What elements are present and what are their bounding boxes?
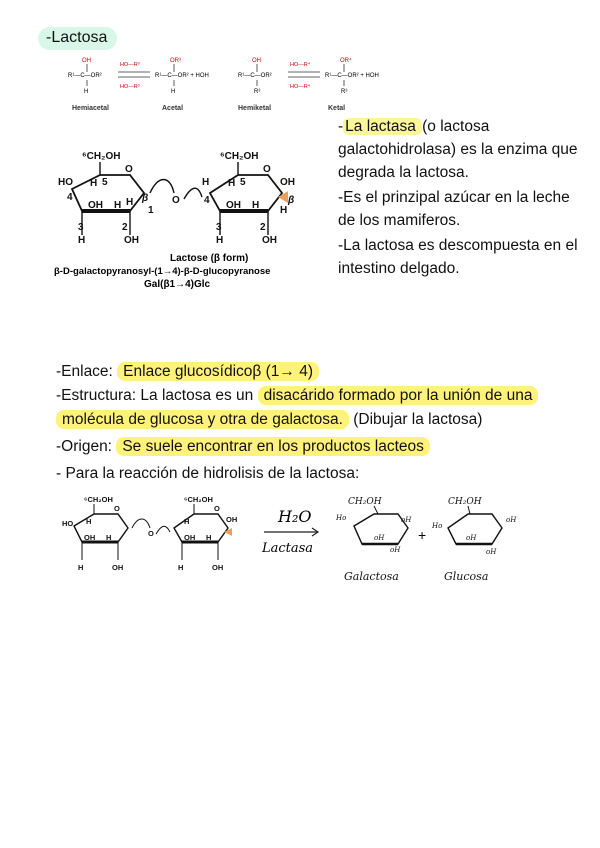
svg-text:H: H bbox=[280, 205, 288, 216]
label-ketal: Ketal bbox=[328, 105, 346, 112]
glucose-product bbox=[431, 497, 517, 583]
svg-text:4: 4 bbox=[67, 192, 73, 203]
svg-text:5: 5 bbox=[240, 177, 246, 188]
svg-text:2: 2 bbox=[122, 222, 128, 233]
hydrolysis-reaction bbox=[56, 490, 576, 590]
svg-text:HO—R⁴: HO—R⁴ bbox=[290, 62, 311, 68]
origen-line: -Origen: Se suele encontrar en los productos lacteos bbox=[56, 436, 430, 458]
enlace-line: -Enlace: Enlace glucosídicoβ (1→ 4) bbox=[56, 361, 319, 383]
svg-text:H: H bbox=[114, 200, 122, 211]
svg-text:⁶CH₂OH: ⁶CH₂OH bbox=[220, 151, 259, 162]
svg-text:oH: oH bbox=[466, 534, 477, 542]
svg-text:HO: HO bbox=[62, 519, 74, 528]
svg-text:OH: OH bbox=[252, 58, 261, 64]
caption-lactose-form: Lactose (β form) bbox=[170, 253, 249, 264]
svg-text:2: 2 bbox=[260, 222, 266, 233]
svg-text:H: H bbox=[171, 89, 176, 95]
svg-text:CH₂OH: CH₂OH bbox=[348, 497, 382, 507]
svg-text:oH: oH bbox=[486, 548, 497, 556]
svg-text:oH: oH bbox=[390, 546, 401, 554]
svg-text:H: H bbox=[86, 517, 92, 526]
svg-text:⁶CH₂OH: ⁶CH₂OH bbox=[82, 151, 121, 162]
highlight-lactasa: La lactasa bbox=[345, 118, 421, 135]
hidrolisis-line: - Para la reacción de hidrolisis de la lactosa: bbox=[56, 465, 360, 482]
svg-text:H: H bbox=[106, 533, 112, 542]
svg-text:O: O bbox=[125, 164, 133, 175]
highlight-origen: Se suele encontrar en los productos lacteos bbox=[116, 437, 430, 456]
lactose-structure bbox=[52, 145, 322, 293]
svg-text:OH: OH bbox=[84, 533, 96, 542]
svg-text:H: H bbox=[90, 178, 98, 189]
svg-text:1: 1 bbox=[148, 205, 154, 216]
svg-text:CH₂OH: CH₂OH bbox=[448, 497, 482, 507]
caption-iupac: β-D-galactopyranosyl-(1→4)-β-D-glucopyranose bbox=[54, 266, 271, 277]
svg-text:OH: OH bbox=[226, 200, 241, 211]
ketal-arrows bbox=[288, 61, 320, 90]
svg-text:OH: OH bbox=[212, 563, 224, 572]
ketal-structure bbox=[325, 57, 379, 95]
svg-text:HO—R³: HO—R³ bbox=[120, 62, 140, 68]
svg-text:OH: OH bbox=[262, 235, 277, 246]
product-label-galactosa: Galactosa bbox=[344, 570, 399, 583]
galactose-product bbox=[335, 497, 412, 583]
svg-text:H: H bbox=[184, 517, 190, 526]
label-hemiketal: Hemiketal bbox=[238, 105, 272, 112]
arrow-label-water: H₂O bbox=[278, 507, 312, 526]
svg-text:OR³: OR³ bbox=[170, 58, 181, 64]
product-label-glucosa: Glucosa bbox=[444, 570, 489, 583]
svg-text:H: H bbox=[78, 235, 86, 246]
svg-text:⁶CH₂OH: ⁶CH₂OH bbox=[184, 495, 213, 504]
note-intestino: -La lactosa es descompuesta en el intestino delgado. bbox=[338, 237, 578, 277]
svg-text:H: H bbox=[252, 200, 260, 211]
note-azucar: -Es el prinzipal azúcar en la leche de los mamiferos. bbox=[338, 189, 570, 229]
svg-text:R³: R³ bbox=[341, 89, 348, 95]
caption-abbrev: Gal(β1→4)Glc bbox=[144, 279, 211, 290]
svg-text:⁶CH₂OH: ⁶CH₂OH bbox=[84, 495, 113, 504]
lactose-small bbox=[62, 495, 237, 572]
svg-text:H: H bbox=[126, 197, 134, 208]
hemiacetal-structure bbox=[68, 58, 102, 95]
note-lactasa: - La lactasa (o lactosa galactohidrolasa) es la enzima que degrada la lactosa. bbox=[338, 118, 578, 181]
arrow-label-enzyme: Lactasa bbox=[262, 541, 314, 556]
svg-text:O: O bbox=[172, 195, 180, 206]
svg-text:β: β bbox=[288, 195, 295, 206]
svg-text:OH: OH bbox=[112, 563, 124, 572]
svg-text:OH: OH bbox=[184, 533, 196, 542]
estructura-line-1: -Estructura: La lactosa es un disacárido formado por la unión de una bbox=[56, 385, 538, 407]
svg-text:R¹—C—OR² + HOH: R¹—C—OR² + HOH bbox=[155, 73, 209, 79]
highlight-enlace: Enlace glucosídicoβ (1→ 4) bbox=[117, 362, 319, 381]
svg-text:R³: R³ bbox=[254, 89, 261, 95]
label-hemiacetal: Hemiacetal bbox=[72, 105, 109, 112]
svg-text:R¹—C—OR²: R¹—C—OR² bbox=[68, 73, 102, 79]
plus-sign: + bbox=[418, 527, 427, 543]
svg-text:HO—R⁴: HO—R⁴ bbox=[290, 84, 311, 90]
label-acetal: Acetal bbox=[162, 105, 184, 112]
svg-text:R¹—C—OR² + HOH: R¹—C—OR² + HOH bbox=[325, 73, 379, 79]
svg-text:H: H bbox=[84, 89, 89, 95]
svg-text:oH: oH bbox=[506, 516, 517, 524]
svg-text:Ho: Ho bbox=[336, 514, 347, 522]
svg-text:Ho: Ho bbox=[432, 522, 443, 530]
notes-column bbox=[338, 115, 578, 282]
svg-text:O: O bbox=[114, 504, 120, 513]
svg-text:4: 4 bbox=[204, 195, 210, 206]
svg-text:H: H bbox=[202, 177, 210, 188]
svg-text:oH: oH bbox=[374, 534, 385, 542]
svg-text:OH: OH bbox=[226, 515, 238, 524]
acetal-structure bbox=[155, 58, 209, 95]
svg-text:H: H bbox=[178, 563, 184, 572]
svg-text:5: 5 bbox=[102, 177, 108, 188]
acetal-arrows bbox=[118, 62, 150, 90]
svg-text:H: H bbox=[228, 178, 236, 189]
svg-text:H: H bbox=[78, 563, 84, 572]
hemiketal-structure bbox=[238, 58, 272, 95]
page-title: -Lactosa bbox=[38, 27, 117, 50]
svg-text:HO—R³: HO—R³ bbox=[120, 84, 140, 90]
svg-text:OR⁴: OR⁴ bbox=[340, 58, 352, 64]
svg-text:3: 3 bbox=[78, 222, 84, 233]
estructura-line-2: molécula de glucosa y otra de galactosa. (Dibujar la lactosa) bbox=[56, 409, 482, 431]
acetal-ketal-scheme bbox=[62, 52, 392, 116]
svg-text:HO: HO bbox=[58, 177, 73, 188]
svg-text:H: H bbox=[206, 533, 212, 542]
svg-text:3: 3 bbox=[216, 222, 222, 233]
svg-text:OH: OH bbox=[88, 200, 103, 211]
svg-text:oH: oH bbox=[401, 516, 412, 524]
svg-text:R¹—C—OR²: R¹—C—OR² bbox=[238, 73, 272, 79]
svg-text:O: O bbox=[214, 504, 220, 513]
svg-text:OH: OH bbox=[82, 58, 91, 64]
svg-text:OH: OH bbox=[280, 177, 295, 188]
svg-text:H: H bbox=[216, 235, 224, 246]
svg-text:β: β bbox=[142, 193, 149, 204]
svg-text:OH: OH bbox=[124, 235, 139, 246]
highlight-estructura-1: disacárido formado por la unión de una bbox=[258, 386, 539, 405]
svg-text:O: O bbox=[263, 164, 271, 175]
highlight-estructura-2: molécula de glucosa y otra de galactosa. bbox=[56, 410, 349, 429]
svg-text:O: O bbox=[148, 529, 154, 538]
